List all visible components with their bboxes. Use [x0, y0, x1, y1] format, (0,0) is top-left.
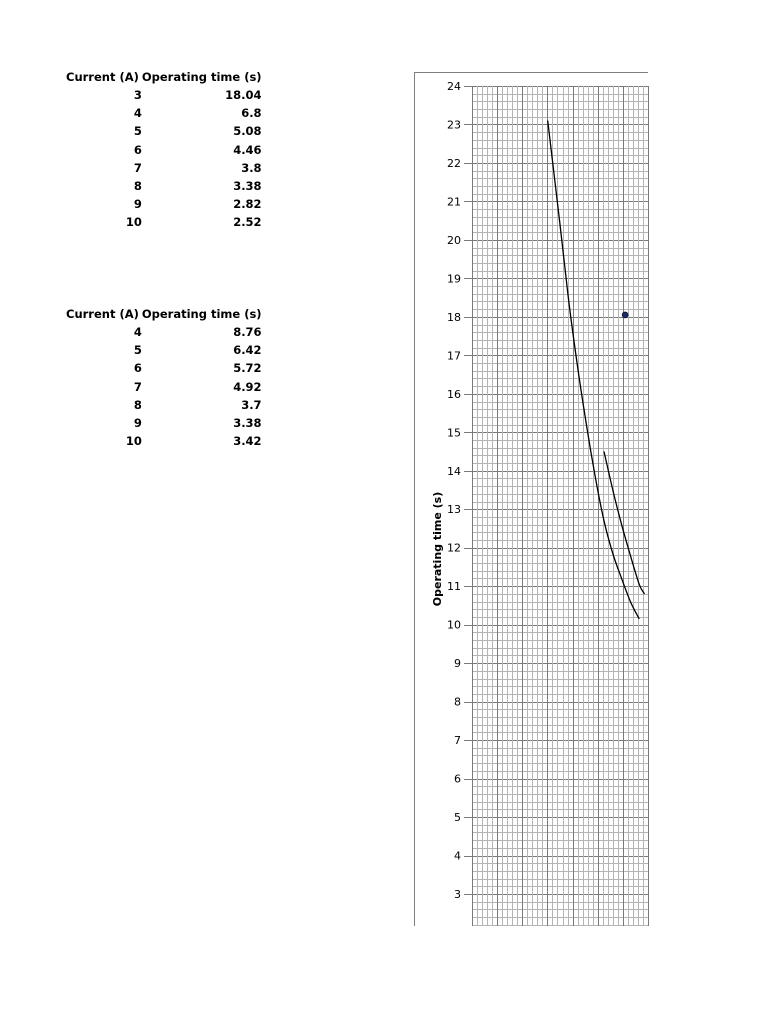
y-tick-label: 21 [447, 195, 461, 209]
y-tick-label: 23 [447, 118, 461, 132]
y-tick-label: 8 [454, 695, 461, 709]
cell-operating-time: 8.76 [233, 325, 262, 339]
y-tick-label: 17 [447, 349, 461, 363]
cell-operating-time: 2.52 [233, 215, 262, 230]
data-markers [622, 312, 628, 318]
cell-current: 10 [125, 434, 142, 449]
cell-operating-time: 3.38 [233, 416, 262, 431]
y-tick-label: 16 [447, 387, 461, 401]
cell-current: 9 [133, 416, 142, 431]
cell-operating-time: 4.46 [233, 142, 262, 157]
y-tick-label: 20 [447, 233, 461, 247]
cell-current: 3 [133, 88, 142, 102]
y-tick-label: 11 [447, 580, 461, 594]
cell-current: 10 [125, 215, 142, 230]
cell-operating-time: 3.8 [241, 160, 262, 175]
y-tick-label: 15 [447, 426, 461, 440]
y-tick-label: 12 [447, 541, 461, 555]
cell-current: 4 [133, 106, 142, 121]
y-tick-label: 9 [454, 657, 461, 671]
cell-operating-time: 5.72 [233, 361, 262, 376]
cell-current: 7 [133, 160, 142, 175]
column-header-current: Current (A) [66, 70, 139, 84]
cell-operating-time: 18.04 [225, 88, 262, 102]
cell-current: 8 [133, 397, 142, 412]
y-tick-label: 18 [447, 310, 461, 324]
cell-current: 9 [133, 197, 142, 212]
y-axis-tick-labels [447, 80, 461, 901]
y-tick-label: 10 [447, 618, 461, 632]
grid [464, 86, 649, 926]
y-tick-label: 7 [454, 734, 461, 748]
column-header-current: Current (A) [66, 307, 139, 321]
cell-operating-time: 6.42 [233, 343, 262, 358]
y-tick-label: 19 [447, 272, 461, 286]
y-tick-label: 13 [447, 503, 461, 517]
cell-current: 5 [133, 124, 142, 139]
cell-current: 8 [133, 179, 142, 194]
y-axis-label: Operating time (s) [431, 491, 444, 607]
cell-operating-time: 5.08 [233, 124, 262, 139]
y-tick-label: 3 [454, 888, 461, 901]
y-tick-label: 24 [447, 80, 461, 93]
y-tick-label: 5 [454, 811, 461, 825]
data-point-marker [622, 312, 628, 318]
cell-operating-time: 3.38 [233, 179, 262, 194]
column-header-operating-time: Operating time (s) [141, 70, 262, 84]
y-tick-label: 22 [447, 156, 461, 170]
cell-operating-time: 2.82 [233, 197, 262, 212]
cell-current: 6 [133, 142, 142, 157]
cell-current: 5 [133, 343, 142, 358]
cell-current: 4 [133, 325, 142, 339]
column-header-operating-time: Operating time (s) [141, 307, 262, 321]
cell-current: 6 [133, 361, 142, 376]
y-tick-label: 14 [447, 464, 461, 478]
cell-operating-time: 6.8 [241, 106, 262, 121]
cell-current: 7 [133, 379, 142, 394]
series-lines [548, 121, 645, 619]
y-tick-label: 4 [454, 849, 461, 863]
y-tick-label: 6 [454, 772, 461, 786]
cell-operating-time: 4.92 [233, 379, 262, 394]
cell-operating-time: 3.7 [241, 397, 262, 412]
cell-operating-time: 3.42 [233, 434, 262, 449]
